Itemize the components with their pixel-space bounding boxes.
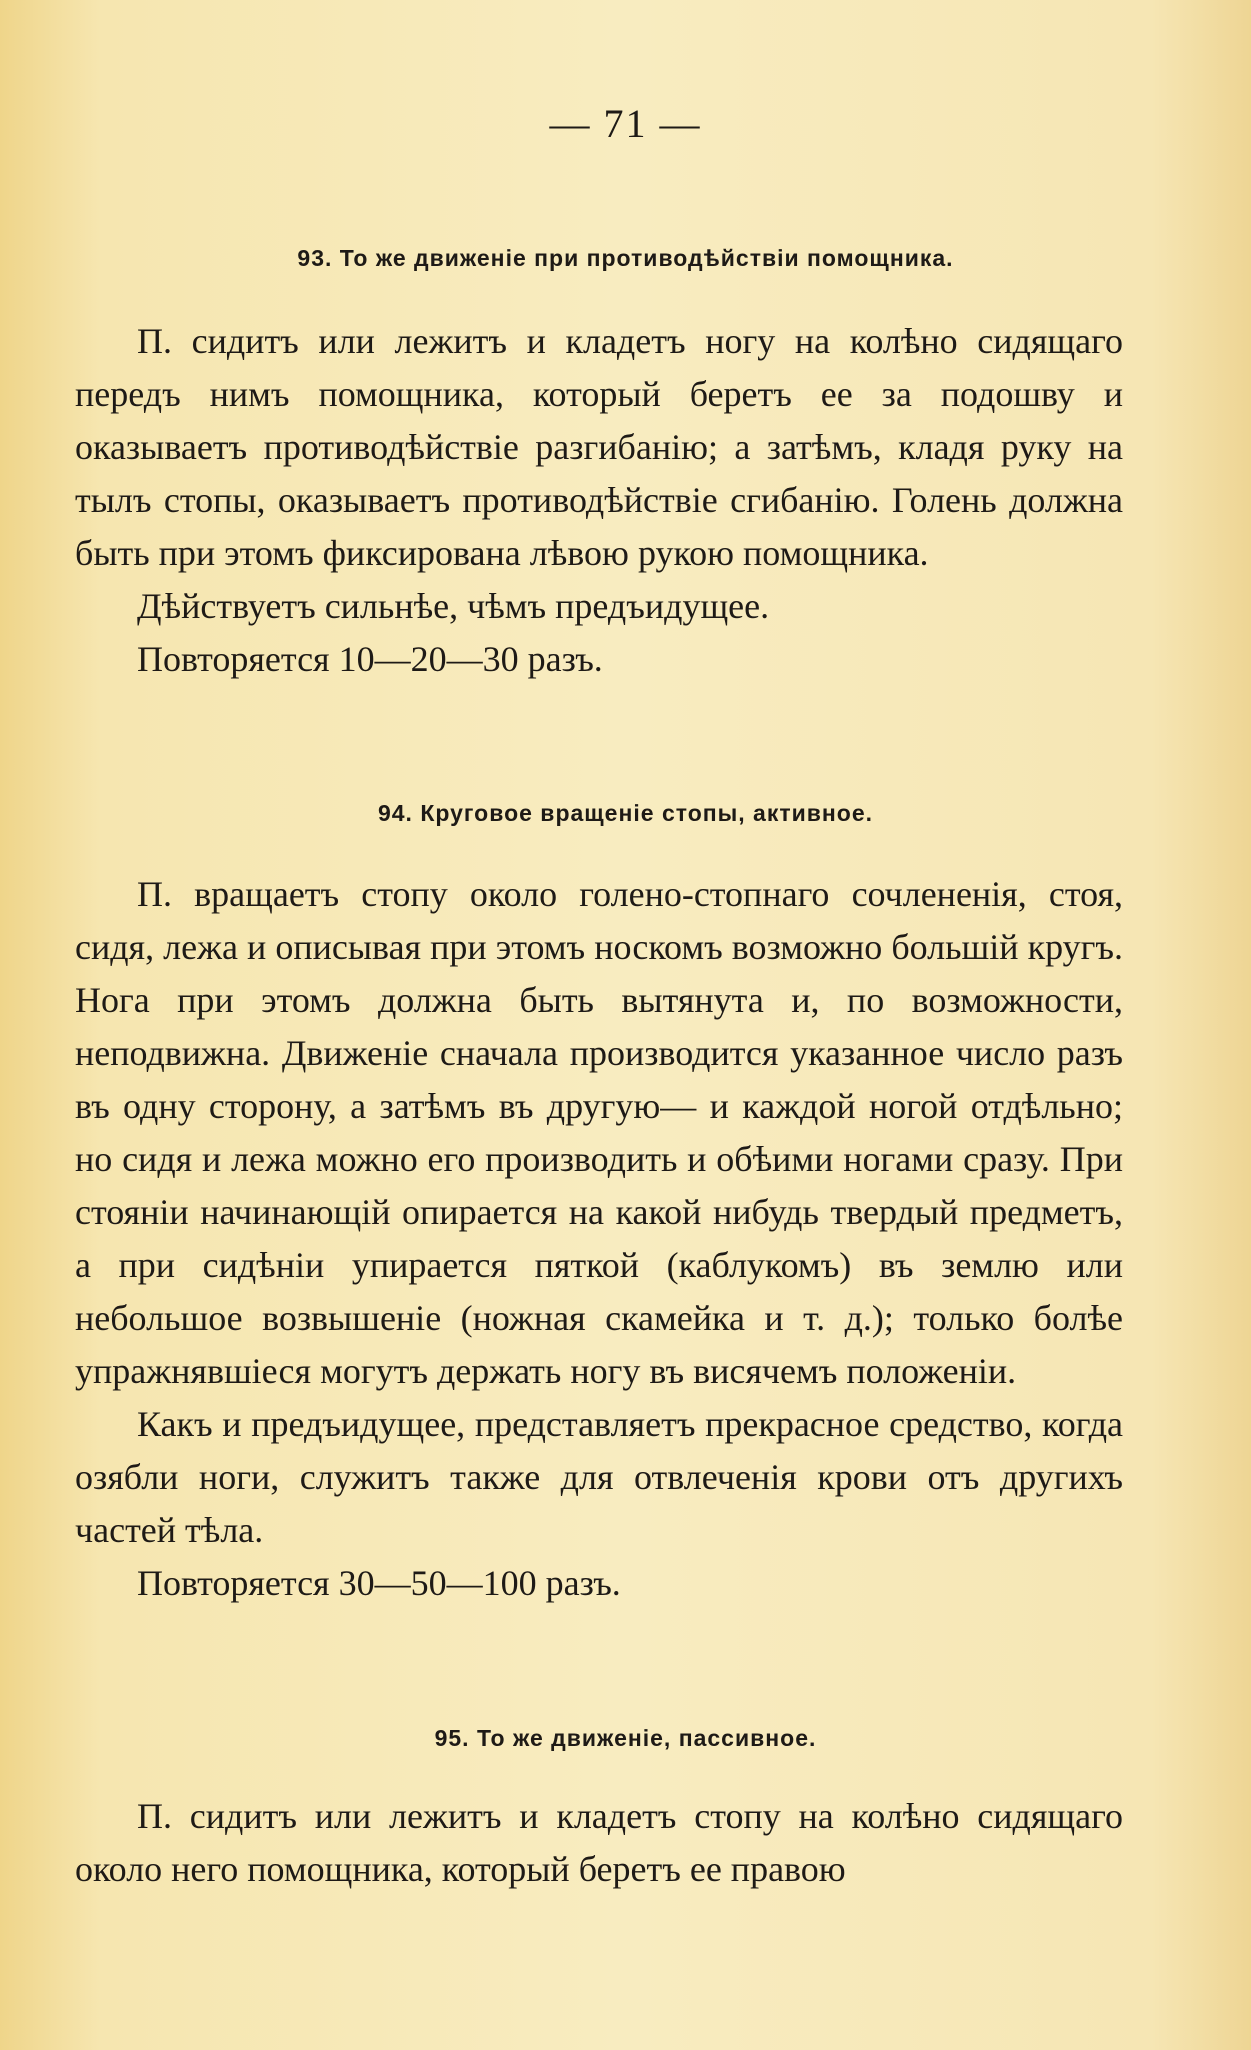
page-number: — 71 —	[549, 101, 702, 146]
section-94-paragraph-2: Какъ и предъидущее, представляетъ прекрасное средство, когда озябли ноги, служитъ также для отвлеченія крови отъ другихъ частей тѣла.	[75, 1404, 1123, 1550]
section-93-repeat: Повторяется 10—20—30 разъ.	[137, 639, 603, 679]
section-93-body	[75, 315, 1123, 686]
section-95-body	[75, 1790, 1123, 1896]
section-heading-93: 93. То же движеніе при противодѣйствіи помощника.	[297, 245, 954, 271]
section-93-note: Дѣйствуетъ сильнѣе, чѣмъ предъидущее.	[137, 586, 770, 626]
section-94-repeat: Повторяется 30—50—100 разъ.	[137, 1563, 621, 1603]
section-94-body	[75, 868, 1123, 1610]
section-heading-94: 94. Круговое вращеніе стопы, активное.	[377, 800, 874, 826]
section-93-paragraph: П. сидитъ или лежитъ и кладетъ ногу на колѣно сидящаго передъ нимъ помощника, который беретъ ее за подошву и оказываетъ противодѣйствіе разгибанію; а затѣмъ, кладя руку на тылъ стопы, оказываетъ противодѣйствіе сгибанію. Голень должна быть при этомъ фиксирована лѣвою рукою помощника.	[75, 321, 1123, 573]
section-95-paragraph: П. сидитъ или лежитъ и кладетъ стопу на колѣно сидящаго около него помощника, который беретъ ее правою	[75, 1796, 1123, 1889]
section-94-paragraph-1: П. вращаетъ стопу около голено-стопнаго сочлененія, стоя, сидя, лежа и описывая при этомъ носкомъ возможно большій кругъ. Нога при этомъ должна быть вытянута и, по возможности, неподвижна. Движеніе сначала производится указанное число разъ въ одну сторону, а затѣмъ въ другую— и каждой ногой отдѣльно; но сидя и лежа можно его производить и обѣими ногами сразу. При стояніи начинающій опирается на какой нибудь твердый предметъ, а при сидѣніи упирается пяткой (каблукомъ) въ землю или небольшое возвышеніе (ножная скамейка и т. д.); только болѣе упражнявшіеся могутъ держать ногу въ висячемъ положеніи.	[75, 874, 1123, 1391]
section-heading-95: 95. То же движеніе, пассивное.	[434, 1725, 817, 1751]
